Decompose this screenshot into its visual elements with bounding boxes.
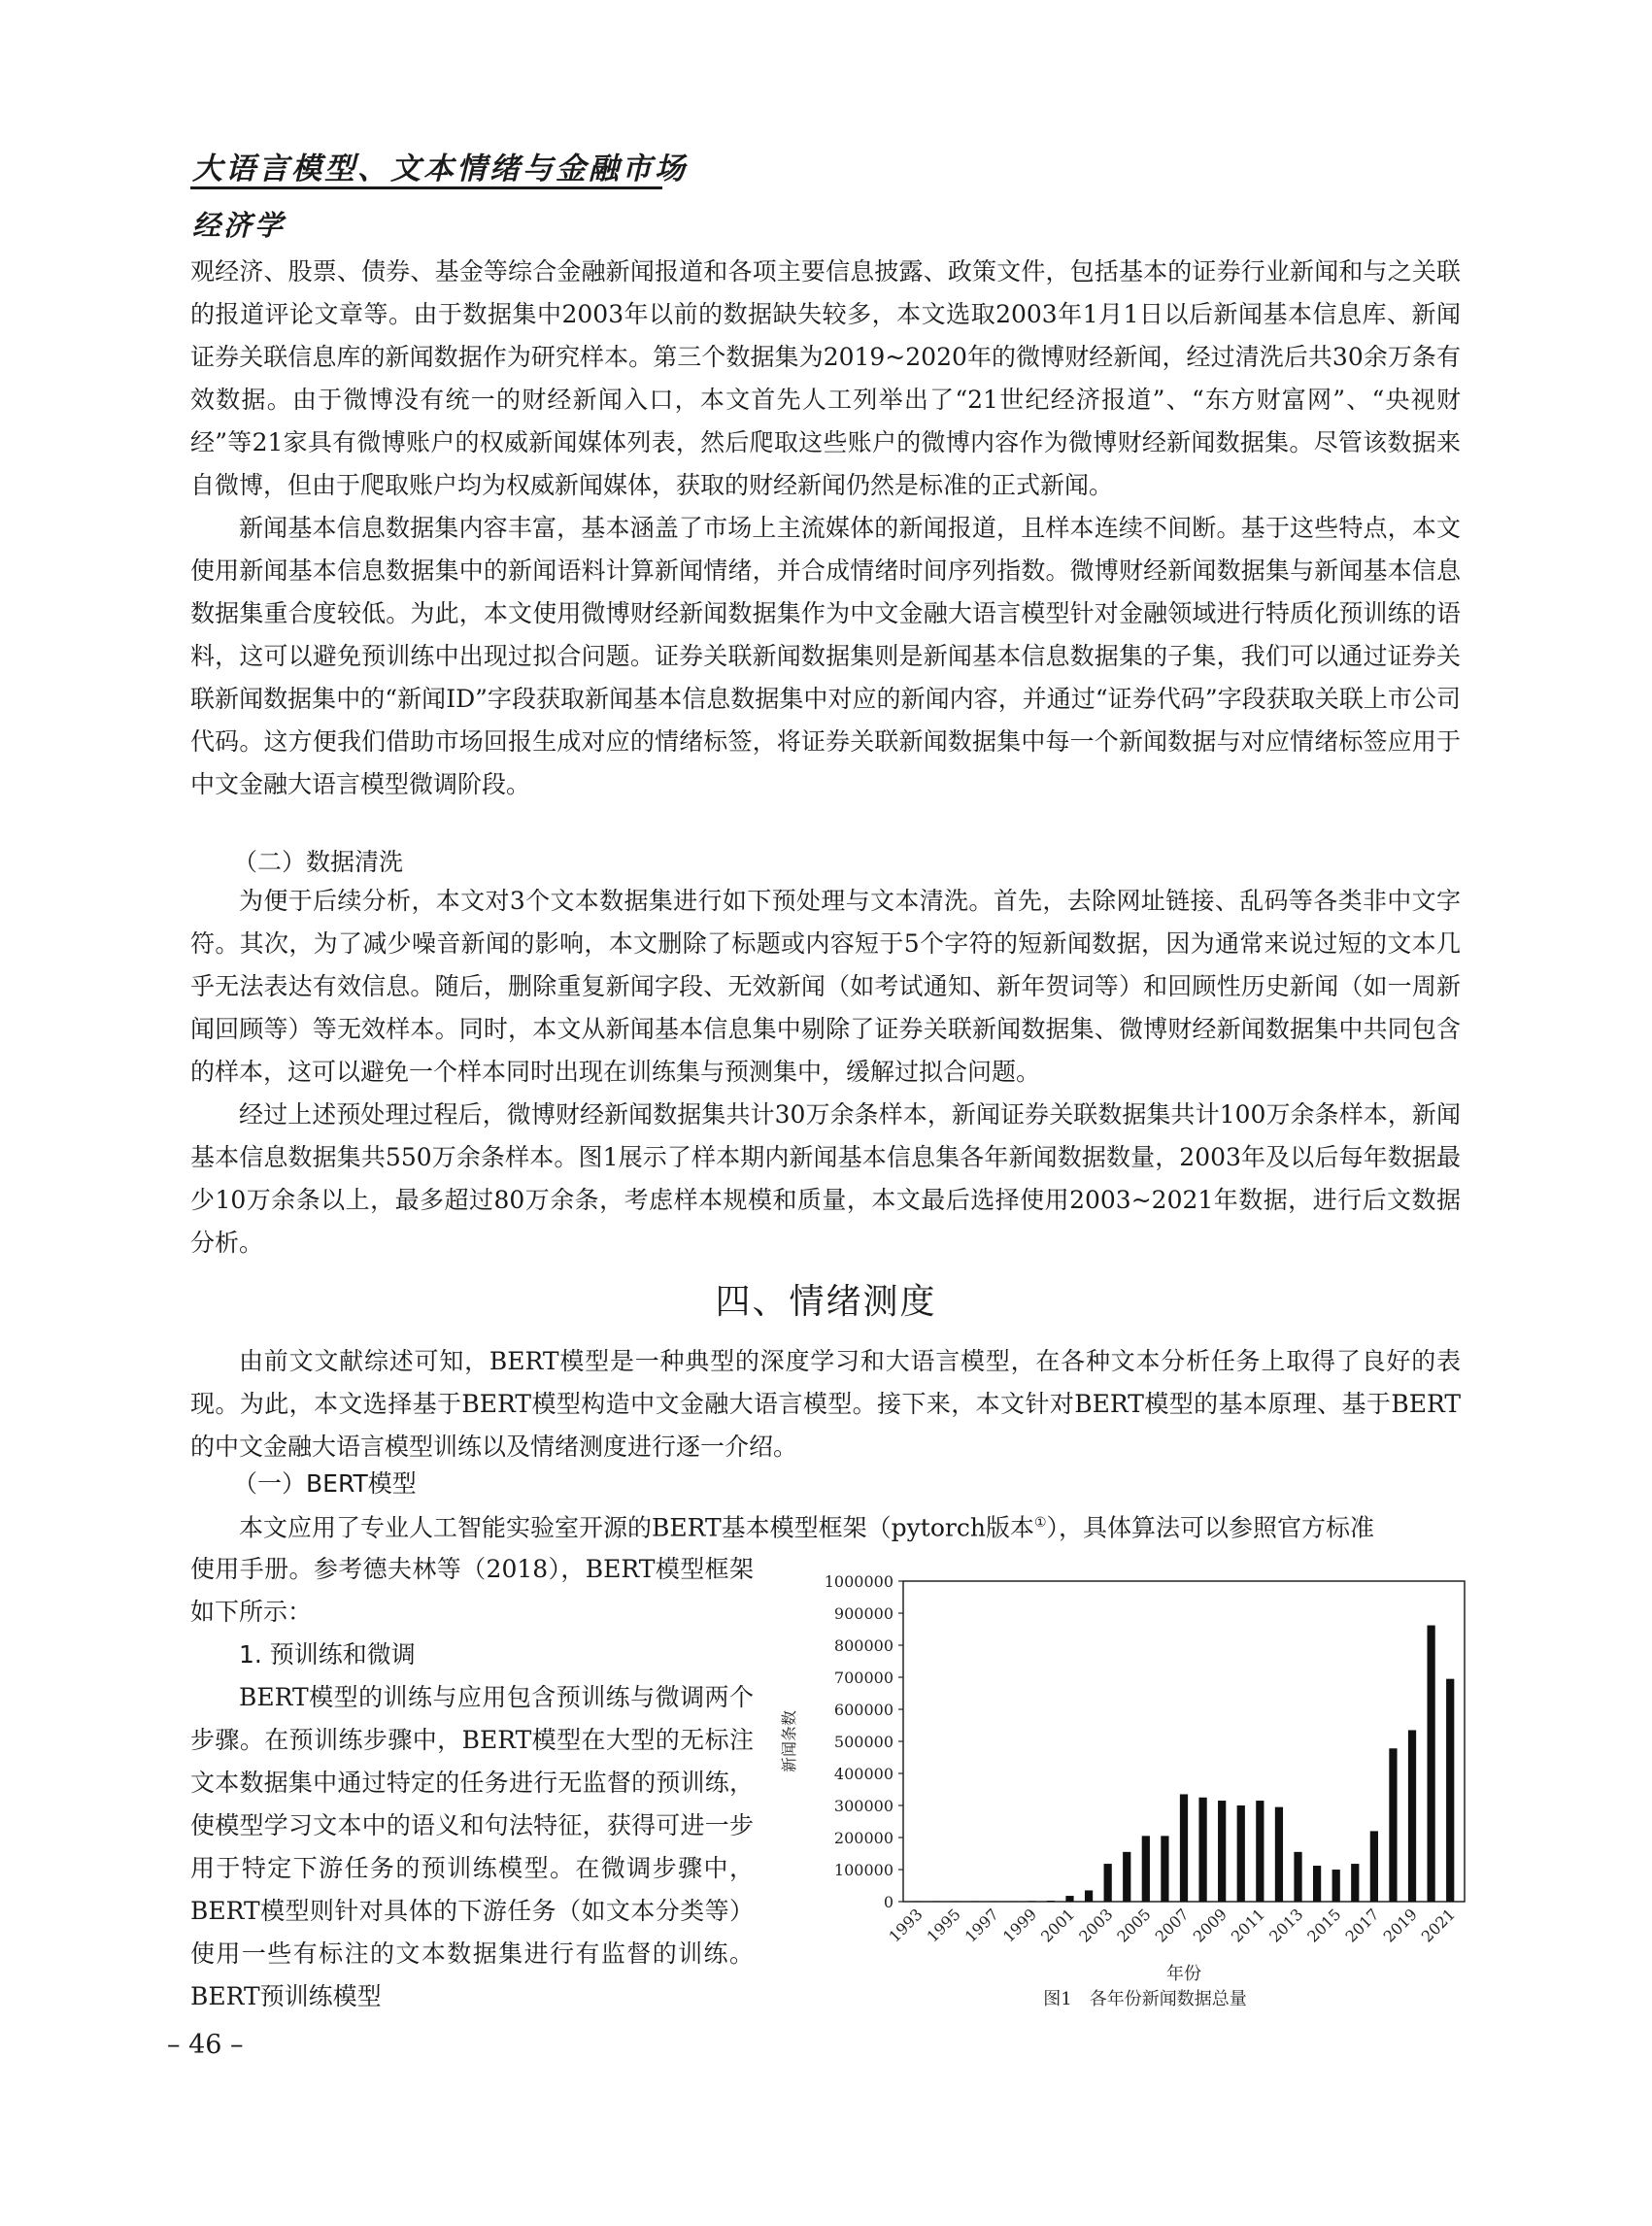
x-tick-label: 2021 — [1417, 1905, 1460, 1946]
y-tick-label: 800000 — [833, 1636, 893, 1655]
bar — [1028, 1901, 1035, 1902]
bar — [1123, 1852, 1130, 1902]
subsection-data-cleaning: （二）数据清洗 — [233, 848, 404, 876]
intro-text — [190, 251, 1461, 806]
bar — [1294, 1852, 1301, 1902]
section-title: 四、情绪测度 — [715, 1282, 937, 1322]
bar — [1408, 1730, 1416, 1902]
y-axis-label: 新闻条数 — [780, 1709, 798, 1773]
y-tick-label: 700000 — [833, 1669, 893, 1687]
section-intro — [190, 1340, 1461, 1468]
bar — [1218, 1801, 1226, 1902]
footnote-marker: ① — [1033, 1515, 1047, 1531]
x-tick-label: 1995 — [923, 1905, 964, 1946]
x-tick-label: 2009 — [1189, 1905, 1231, 1946]
bar — [1085, 1890, 1093, 1902]
figure-1 — [767, 1560, 1476, 2026]
x-axis-label: 年份 — [1166, 1964, 1201, 1984]
bert-para-cont: 使用手册。参考德夫林等（2018），BERT模型框架如下所示： — [190, 1555, 754, 1626]
bar — [1446, 1679, 1454, 1902]
x-tick-label: 2011 — [1227, 1905, 1269, 1946]
section-paragraph: 由前文文献综述可知，BERT模型是一种典型的深度学习和大语言模型，在各种文本分析任务上取得了良好的表现。为此，本文选择基于BERT模型构造中文金融大语言模型。接下来，本文针对BERT模型的基本原理、基于BERT的中文金融大语言模型训练以及情绪测度进行逐一介绍。 — [190, 1347, 1461, 1461]
bar — [1237, 1805, 1245, 1902]
bar — [1180, 1794, 1188, 1902]
y-tick-label: 500000 — [833, 1733, 893, 1751]
y-tick-label: 400000 — [833, 1765, 893, 1783]
intro-paragraph-2: 新闻基本信息数据集内容丰富，基本涵盖了市场上主流媒体的新闻报道，且样本连续不间断。基于这些特点，本文使用新闻基本信息数据集中的新闻语料计算新闻情绪，并合成情绪时间序列指数。微博财经新闻数据集与新闻基本信息数据集重合度较低。为此，本文使用微博财经新闻数据集作为中文金融大语言模型针对金融领域进行特质化预训练的语料，这可以避免预训练中出现过拟合问题。证券关联新闻数据集则是新闻基本信息数据集的子集，我们可以通过证券关联新闻数据集中的“新闻ID”字段获取新闻基本信息数据集中对应的新闻内容，并通过“证券代码”字段获取关联上市公司代码。这方便我们借助市场回报生成对应的情绪标签，将证券关联新闻数据集中每一个新闻数据与对应情绪标签应用于中文金融大语言模型微调阶段。 — [190, 514, 1461, 798]
bert-para-end: ），具体算法可以参照官方标准 — [1046, 1513, 1375, 1542]
x-tick-label: 2007 — [1151, 1905, 1193, 1946]
bar — [1198, 1798, 1206, 1902]
news-count-chart — [767, 1560, 1476, 2026]
pretrain-paragraph: BERT模型的训练与应用包含预训练与微调两个步骤。在预训练步骤中，BERT模型在大型的无标注文本数据集中通过特定的任务进行无监督的预训练，使模型学习文本中的语义和句法特征，获得可进一步用于特定下游任务的预训练模型。在微调步骤中，BERT模型则针对具体的下游任务（如文本分类等）使用一些有标注的文本数据集进行有监督的训练。BERT预训练模型 — [190, 1683, 754, 2010]
subsection-bert: （一）BERT模型 — [233, 1469, 417, 1498]
running-header-journal: 经济学 — [192, 209, 287, 242]
y-tick-label: 100000 — [833, 1861, 893, 1879]
x-tick-label: 2013 — [1265, 1905, 1307, 1946]
bert-intro-line — [190, 1501, 1461, 1549]
x-tick-label: 2003 — [1075, 1905, 1117, 1946]
bar — [1351, 1864, 1359, 1902]
bar — [1389, 1748, 1397, 1902]
bar — [1065, 1896, 1073, 1902]
bar — [1370, 1831, 1378, 1902]
subsubsection-pretrain: 1. 预训练和微调 — [239, 1640, 416, 1669]
bert-para-start: 本文应用了专业人工智能实验室开源的BERT基本模型框架（pytorch版本 — [239, 1513, 1034, 1542]
x-tick-label: 2019 — [1379, 1905, 1421, 1946]
cleaning-paragraph-2: 经过上述预处理过程后，微博财经新闻数据集共计30万余条样本，新闻证券关联数据集共计100万余条样本，新闻基本信息数据集共550万余条样本。图1展示了样本期内新闻基本信息集各年新闻数据数量，2003年及以后每年数据最少10万余条以上，最多超过80万余条，考虑样本规模和质量，本文最后选择使用2003~2021年数据，进行后文数据分析。 — [190, 1100, 1461, 1257]
bar — [1313, 1866, 1321, 1902]
figure-caption: 图1 各年份新闻数据总量 — [1043, 1989, 1247, 2009]
left-column — [190, 1548, 754, 2018]
bar — [1256, 1801, 1264, 1902]
x-tick-label: 1999 — [998, 1905, 1041, 1946]
bar — [1161, 1836, 1168, 1902]
x-tick-label: 2005 — [1113, 1905, 1155, 1946]
y-tick-label: 300000 — [833, 1797, 893, 1815]
y-tick-label: 900000 — [833, 1604, 893, 1623]
cleaning-text — [190, 880, 1461, 1265]
bar — [1047, 1901, 1055, 1902]
x-tick-label: 1993 — [885, 1905, 927, 1946]
x-tick-label: 1997 — [961, 1905, 1002, 1946]
x-tick-label: 2001 — [1037, 1905, 1079, 1946]
intro-paragraph-1: 观经济、股票、债券、基金等综合金融新闻报道和各项主要信息披露、政策文件，包括基本的证券行业新闻和与之关联的报道评论文章等。由于数据集中2003年以前的数据缺失较多，本文选取2003年1月1日以后新闻基本信息库、新闻证券关联信息库的新闻数据作为研究样本。第三个数据集为2019~2020年的微博财经新闻，经过清洗后共30余万条有效数据。由于微博没有统一的财经新闻入口，本文首先人工列举出了“21世纪经济报道”、“东方财富网”、“央视财经”等21家具有微博账户的权威新闻媒体列表，然后爬取这些账户的微博内容作为微博财经新闻数据集。尽管该数据来自微博，但由于爬取账户均为权威新闻媒体，获取的财经新闻仍然是标准的正式新闻。 — [190, 257, 1461, 499]
bar — [1104, 1864, 1112, 1902]
x-tick-label: 2015 — [1303, 1905, 1345, 1946]
running-header-title: 大语言模型、文本情绪与金融市场 — [192, 152, 688, 186]
bar — [1332, 1870, 1340, 1902]
cleaning-paragraph-1: 为便于后续分析，本文对3个文本数据集进行如下预处理与文本清洗。首先，去除网址链接、乱码等各类非中文字符。其次，为了减少噪音新闻的影响，本文删除了标题或内容短于5个字符的短新闻数据，因为通常来说过短的文本几乎无法表达有效信息。随后，删除重复新闻字段、无效新闻（如考试通知、新年贺词等）和回顾性历史新闻（如一周新闻回顾等）等无效样本。同时，本文从新闻基本信息集中剔除了证券关联新闻数据集、微博财经新闻数据集中共同包含的样本，这可以避免一个样本同时出现在训练集与预测集中，缓解过拟合问题。 — [190, 887, 1461, 1086]
y-tick-label: 200000 — [833, 1829, 893, 1847]
bar — [1428, 1626, 1435, 1902]
page-number: – 46 – — [167, 2030, 244, 2060]
bar — [1275, 1807, 1283, 1902]
bar — [1142, 1836, 1150, 1902]
y-tick-label: 1000000 — [824, 1572, 893, 1591]
y-tick-label: 600000 — [833, 1701, 893, 1719]
y-tick-label: 0 — [883, 1893, 893, 1911]
x-tick-label: 2017 — [1341, 1905, 1383, 1946]
header-rule — [190, 186, 662, 189]
